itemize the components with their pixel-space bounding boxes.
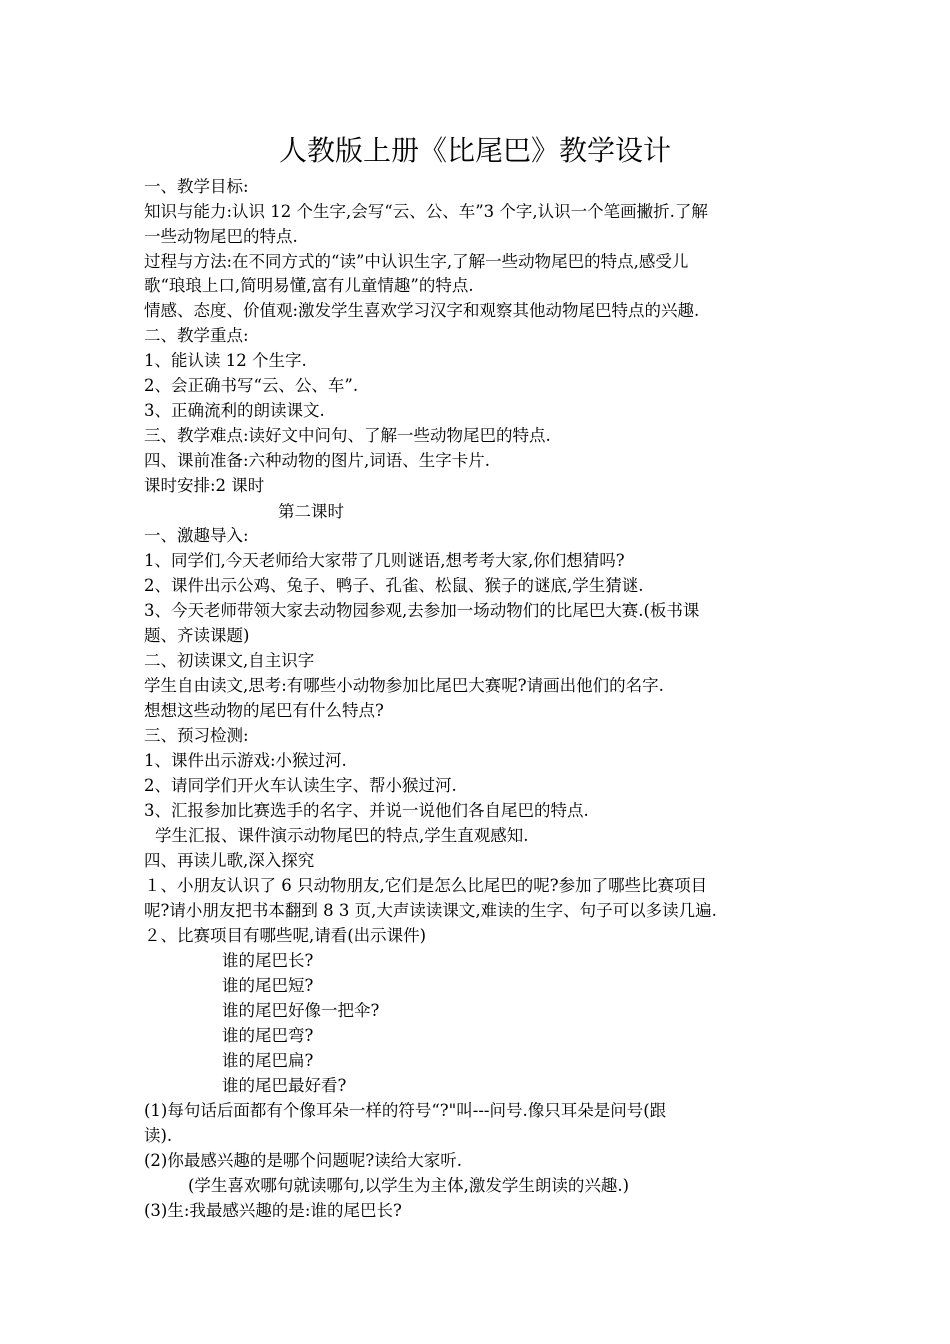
key-point-2: 2、会正确书写“云、公、车”.	[144, 376, 359, 395]
goal-process-line-1: 过程与方法:在不同方式的“读”中认识生字,了解一些动物尾巴的特点,感受儿	[144, 252, 689, 271]
question-umbrella-tail: 谁的尾巴好像一把伞?	[222, 1001, 380, 1020]
key-point-3: 3、正确流利的朗读课文.	[144, 401, 325, 420]
preview-step-2: 2、请同学们开火车认读生字、帮小猴过河.	[144, 776, 457, 795]
goal-knowledge-line-2: 一些动物尾巴的特点.	[144, 227, 298, 246]
preview-step-3: 3、汇报参加比赛选手的名字、并说一说他们各自尾巴的特点.	[144, 801, 589, 820]
goal-emotion: 情感、态度、价值观:激发学生喜欢学习汉字和观察其他动物尾巴特点的兴趣.	[144, 301, 700, 320]
schedule: 课时安排:2 课时	[144, 476, 265, 495]
first-reading-line-1: 学生自由读文,思考:有哪些小动物参加比尾巴大赛呢?请画出他们的名字.	[144, 676, 664, 695]
goal-process-line-2: 歌“琅琅上口,简明易懂,富有儿童情趣”的特点.	[144, 276, 474, 295]
intro-step-2: 2、课件出示公鸡、兔子、鸭子、孔雀、松鼠、猴子的谜底,学生猜谜.	[144, 576, 644, 595]
heading-intro: 一、激趣导入:	[144, 526, 249, 545]
heading-preview-check: 三、预习检测:	[144, 726, 249, 745]
heading-first-reading: 二、初读课文,自主识字	[144, 651, 315, 670]
note-1-line-2: 读).	[144, 1126, 173, 1145]
note-3: (3)生:我最感兴趣的是:谁的尾巴长?	[144, 1201, 402, 1220]
note-1-line-1: (1)每句话后面都有个像耳朵一样的符号“?"叫---问号.像只耳朵是问号(跟	[144, 1101, 667, 1120]
lesson-subtitle: 第二课时	[278, 502, 344, 521]
reread-step-1-line-2: 呢?请小朋友把书本翻到 8 3 页,大声读读课文,难读的生字、句子可以多读几遍.	[144, 901, 717, 920]
question-curved-tail: 谁的尾巴弯?	[222, 1026, 314, 1045]
intro-step-3-line-2: 题、齐读课题)	[144, 626, 250, 645]
heading-key-points: 二、教学重点:	[144, 326, 249, 345]
heading-preparation: 四、课前准备:六种动物的图片,词语、生字卡片.	[144, 451, 491, 470]
first-reading-line-2: 想想这些动物的尾巴有什么特点?	[144, 701, 384, 720]
goal-knowledge-line-1: 知识与能力:认识 12 个生字,会写“云、公、车”3 个字,认识一个笔画撇折.了解	[144, 202, 708, 221]
note-2: (2)你最感兴趣的是哪个问题呢?读给大家听.	[144, 1151, 462, 1170]
document-title: 人教版上册《比尾巴》教学设计	[278, 134, 671, 167]
heading-reread: 四、再读儿歌,深入探究	[144, 851, 315, 870]
reread-step-2: ２、比赛项目有哪些呢,请看(出示课件)	[144, 926, 427, 945]
question-long-tail: 谁的尾巴长?	[222, 951, 314, 970]
heading-difficulties: 三、教学难点:读好文中问句、了解一些动物尾巴的特点.	[144, 426, 551, 445]
reread-step-1-line-1: １、小朋友认识了 6 只动物朋友,它们是怎么比尾巴的呢?参加了哪些比赛项目	[144, 876, 708, 895]
note-2-remark: (学生喜欢哪句就读哪句,以学生为主体,激发学生朗读的兴趣.)	[188, 1176, 630, 1195]
heading-teaching-goals: 一、教学目标:	[144, 177, 249, 196]
intro-step-3-line-1: 3、今天老师带领大家去动物园参观,去参加一场动物们的比尾巴大赛.(板书课	[144, 601, 700, 620]
preview-note: 学生汇报、课件演示动物尾巴的特点,学生直观感知.	[155, 826, 529, 845]
question-short-tail: 谁的尾巴短?	[222, 976, 314, 995]
key-point-1: 1、能认读 12 个生字.	[144, 351, 307, 370]
intro-step-1: 1、同学们,今天老师给大家带了几则谜语,想考考大家,你们想猜吗?	[144, 551, 625, 570]
question-prettiest-tail: 谁的尾巴最好看?	[222, 1076, 347, 1095]
preview-step-1: 1、课件出示游戏:小猴过河.	[144, 751, 347, 770]
question-flat-tail: 谁的尾巴扁?	[222, 1051, 314, 1070]
